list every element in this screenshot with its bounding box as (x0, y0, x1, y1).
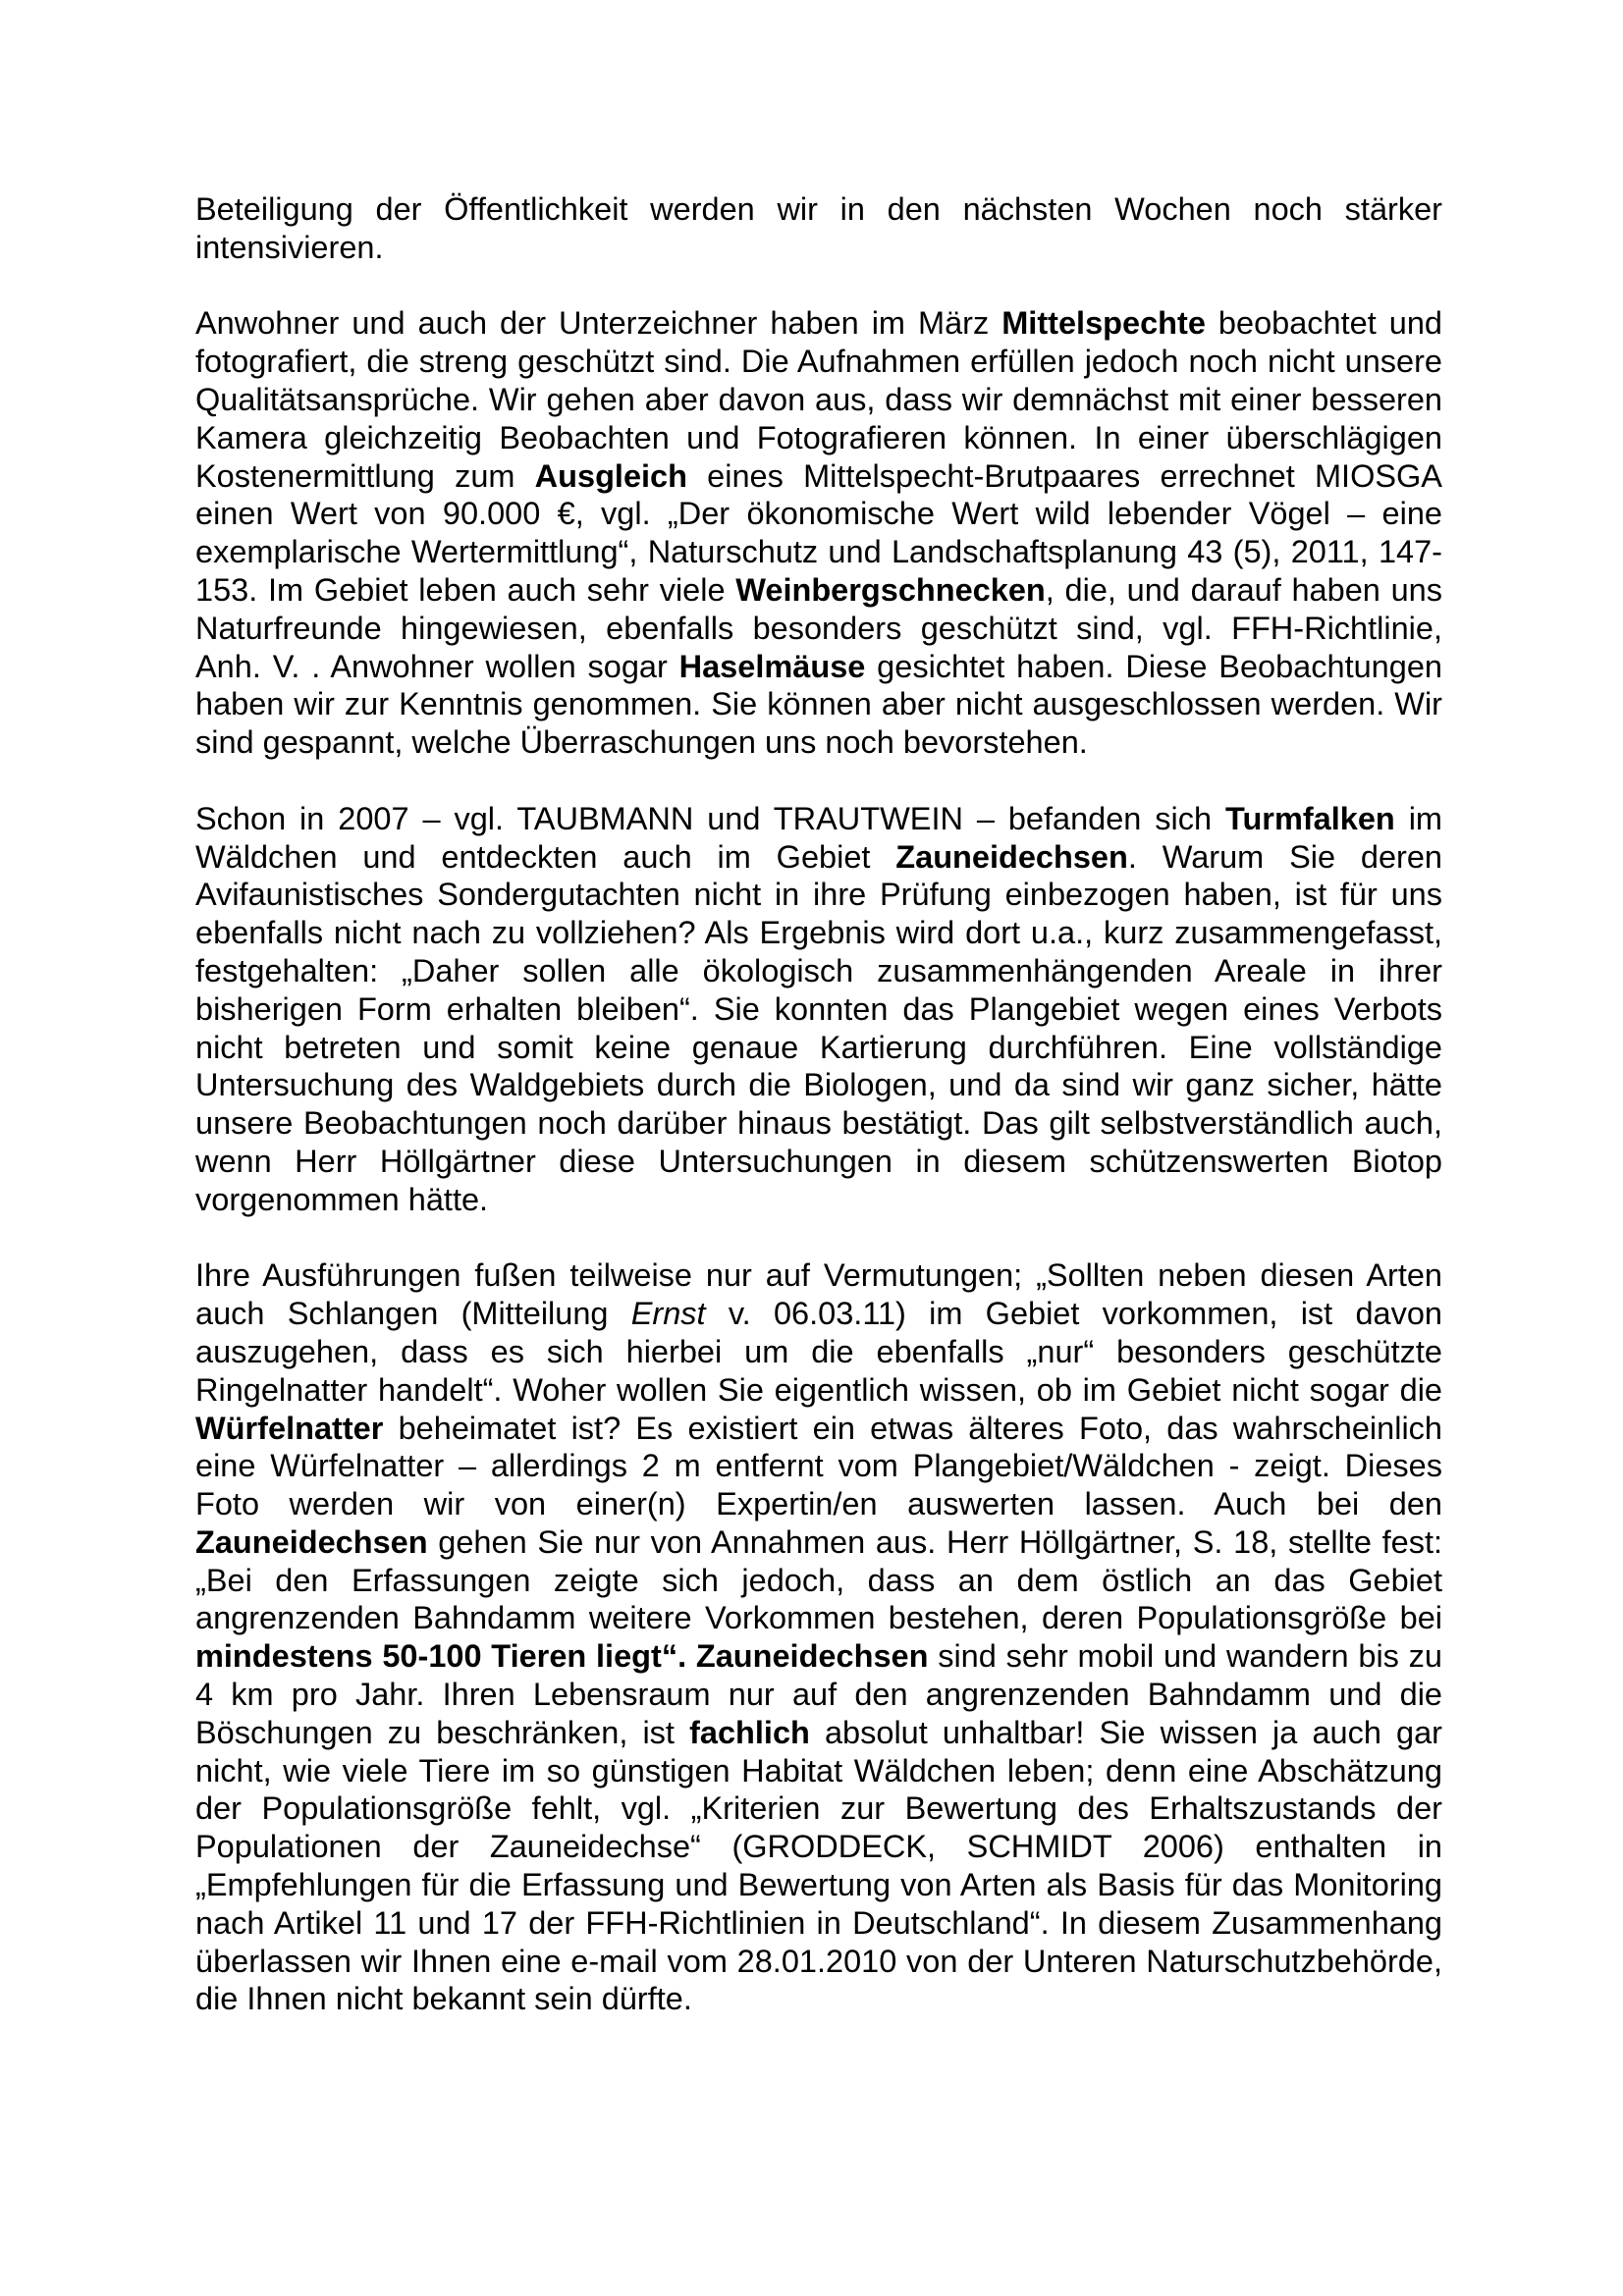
paragraph (195, 304, 1442, 762)
text-run: im Wäldchen und entdeckten auch im Gebiet (195, 800, 1442, 875)
text-run: v. 06.03.11) im Gebiet vorkommen, ist davon auszugehen, dass es sich hierbei um die ebenfalls „nur“ besonders geschützte Ringelnatter handelt“. Woher wollen Sie eigentlich wissen, ob im Gebiet nicht sogar die (195, 1296, 1443, 1408)
bold-term: Turmfalken (1225, 800, 1395, 836)
document-page (195, 190, 1442, 2018)
text-run: absolut unhaltbar! Sie wissen ja auch gar nicht, wie viele Tiere im so günstigen Habitat Wäldchen leben; denn eine Abschätzung der Populationsgröße fehlt, vgl. „Kriterien zur Bewertung des Erhaltszustands der Populationen der Zauneidechse“ (GRODDECK, SCHMIDT 2006) enthalten in „Empfehlungen für die Erfassung und Bewertung von Arten als Basis für das Monitoring nach Artikel 11 und 17 der FFH-Richtlinien in Deutschland“. In diesem Zusammenhang überlassen wir Ihnen eine e-mail vom 28.01.2010 von der Unteren Naturschutzbehörde, die Ihnen nicht bekannt sein dürfte. (195, 1714, 1442, 2017)
bold-term: fachlich (689, 1714, 810, 1750)
text-run: beheimatet ist? Es existiert ein etwas älteres Foto, das wahrscheinlich eine Würfelnatter – allerdings 2 m entfernt vom Plangebiet/Wäldchen - zeigt. Dieses Foto werden wir von einer(n) Expertin/en auswerten lassen. Auch bei den (195, 1410, 1442, 1522)
bold-term: Haselmäuse (678, 648, 866, 684)
text-run: Ihre Ausführungen fußen teilweise nur auf Vermutungen; „Sollten neben diesen Arten auch Schlangen (Mitteilung (195, 1257, 1442, 1332)
bold-term: Mittelspechte (1001, 305, 1206, 342)
text-run: gesichtet haben. Diese Beobachtungen haben wir zur Kenntnis genommen. Sie können aber nicht ausgeschlossen werden. Wir sind gespannt, welche Überraschungen uns noch bevorstehen. (195, 648, 1442, 761)
bold-term: Zauneidechsen (895, 838, 1128, 875)
text-run: . Warum Sie deren Avifaunistisches Sondergutachten nicht in ihre Prüfung einbezogen haben, ist für uns ebenfalls nicht nach zu vollziehen? Als Ergebnis wird dort u.a., kurz zusammengefasst, festgehalten: „Daher sollen alle ökologisch zusammenhängenden Areale in ihrer bisherigen Form erhalten bleiben“. Sie konnten das Plangebiet wegen eines Verbots nicht betreten und somit keine genaue Kartierung durchführen. Eine vollständige Untersuchung des Waldgebiets durch die Biologen, und da sind wir ganz sicher, hätte unsere Beobachtungen noch darüber hinaus bestätigt. Das gilt selbstverständlich auch, wenn Herr Höllgärtner diese Untersuchungen in diesem schützenswerten Biotop vorgenommen hätte. (195, 838, 1442, 1217)
bold-term: Zauneidechsen (195, 1523, 428, 1560)
text-run: beobachtet und fotografiert, die streng geschützt sind. Die Aufnahmen erfüllen jedoch noch nicht unsere Qualitätsansprüche. Wir gehen aber davon aus, dass wir demnächst mit einer besseren Kamera gleichzeitig Beobachten und Fotografieren können. In einer überschlägigen Kostenermittlung zum (195, 305, 1442, 494)
text-run: eines Mittelspecht-Brutpaares errechnet MIOSGA einen Wert von 90.000 €, vgl. „Der ökonomische Wert wild lebender Vögel – eine exemplarische Wertermittlung“, Naturschutz und Landschaftsplanung 43 (5), 2011, 147-153. Im Gebiet leben auch sehr viele (195, 457, 1442, 608)
bold-term: Weinbergschnecken (735, 571, 1046, 608)
bold-term: Würfelnatter (195, 1410, 384, 1446)
text-run: Beteiligung der Öffentlichkeit werden wir in den nächsten Wochen noch stärker intensivieren. (195, 191, 1442, 265)
text-run: Anwohner und auch der Unterzeichner haben im März (195, 305, 1002, 342)
paragraph (195, 1256, 1442, 2018)
bold-term: Ausgleich (534, 457, 687, 494)
text-run: , die, und darauf haben uns Naturfreunde hingewiesen, ebenfalls besonders geschützt sind, vgl. FFH-Richtlinie, Anh. V. . Anwohner wollen sogar (195, 571, 1442, 684)
paragraph (195, 190, 1442, 267)
paragraph (195, 800, 1442, 1219)
text-run: Schon in 2007 – vgl. TAUBMANN und TRAUTWEIN – befanden sich (195, 800, 1225, 836)
bold-term: mindestens 50-100 Tieren liegt“. Zauneidechsen (195, 1638, 929, 1675)
italic-term: Ernst (630, 1296, 706, 1332)
text-run: sind sehr mobil und wandern bis zu 4 km pro Jahr. Ihren Lebensraum nur auf den angrenzenden Bahndamm und die Böschungen zu beschränken, ist (195, 1638, 1442, 1750)
text-run: gehen Sie nur von Annahmen aus. Herr Höllgärtner, S. 18, stellte fest: „Bei den Erfassungen zeigte sich jedoch, dass an dem östlich an das Gebiet angrenzenden Bahndamm weitere Vorkommen bestehen, deren Populationsgröße bei (195, 1523, 1442, 1636)
